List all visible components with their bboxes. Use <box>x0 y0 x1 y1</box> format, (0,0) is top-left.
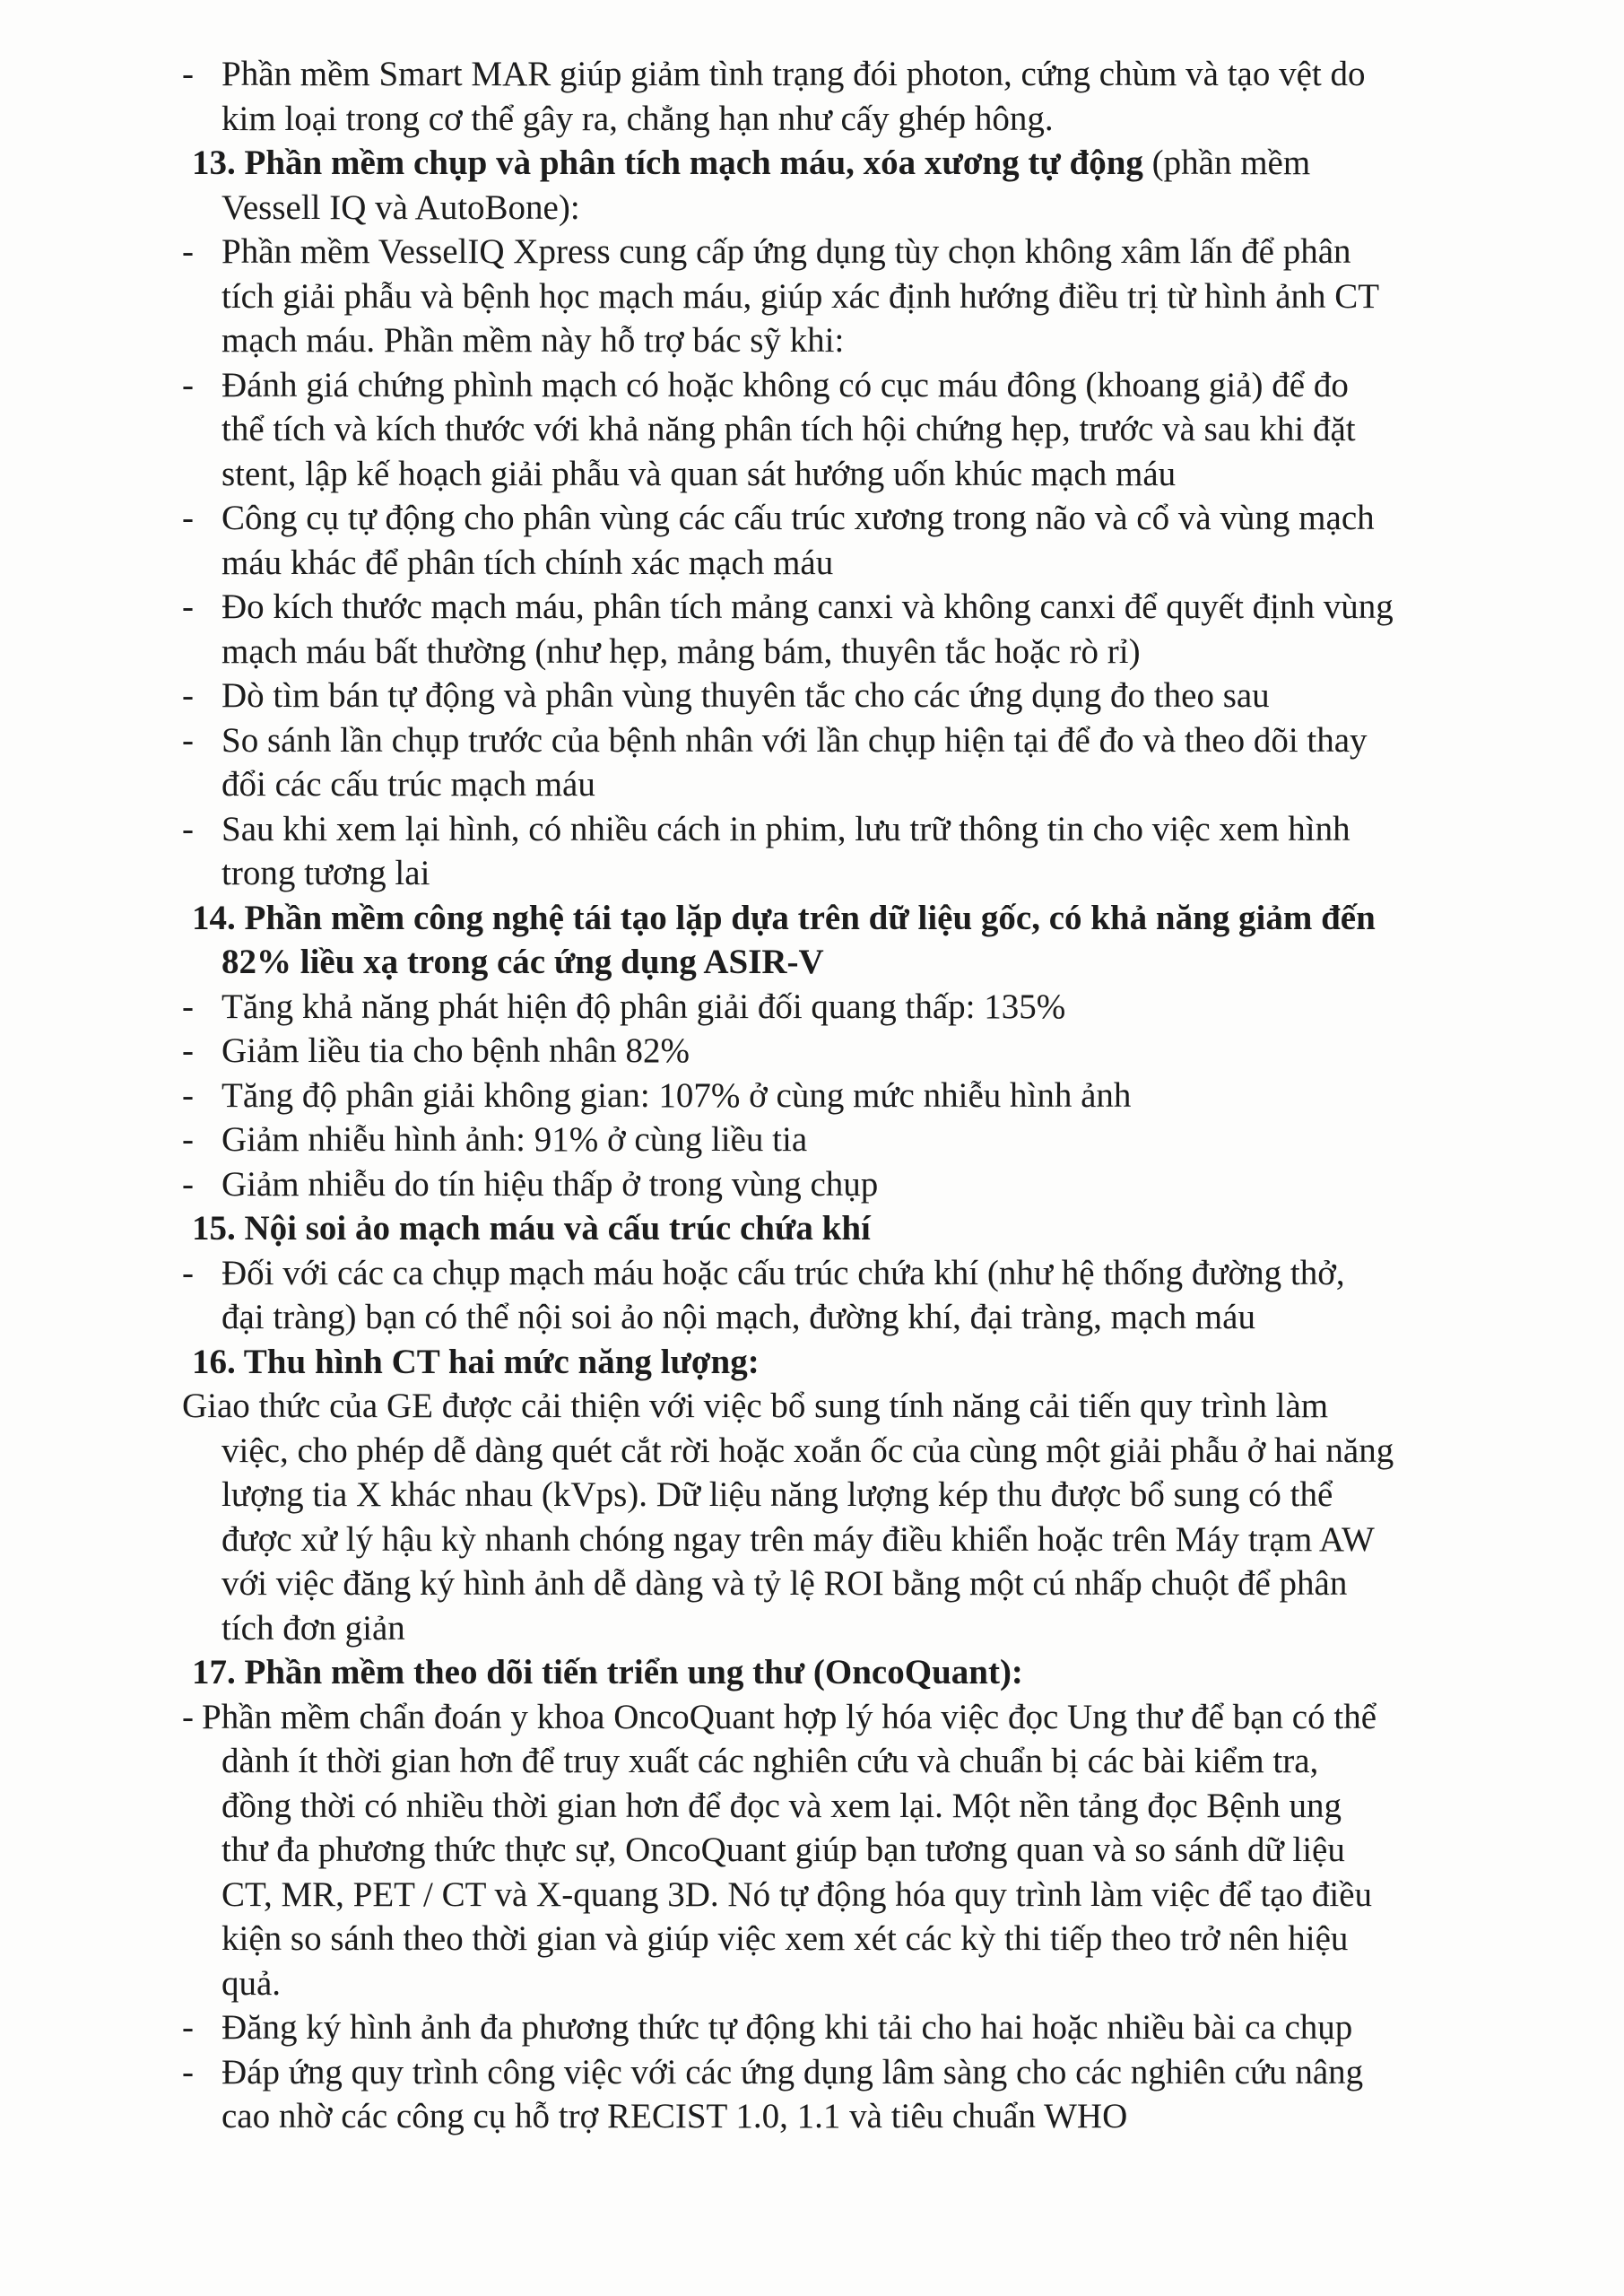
bullet-dash-icon: - <box>182 1031 194 1070</box>
bullet-text: mạch máu. Phần mềm này hỗ trợ bác sỹ khi: <box>221 321 845 360</box>
bullet-text: So sánh lần chụp trước của bệnh nhân với lần chụp hiện tại để đo và theo dõi thay <box>221 720 1368 760</box>
bullet-text: Giảm liều tia cho bệnh nhân 82% <box>221 1031 690 1070</box>
bullet-item <box>182 230 1527 274</box>
bullet-continuation <box>182 407 1527 452</box>
paragraph-text: lượng tia X khác nhau (kVps). Dữ liệu năng lượng kép thu được bổ sung có thể <box>221 1475 1333 1514</box>
bullet-text: Phần mềm chẩn đoán y khoa OncoQuant hợp lý hóa việc đọc Ung thư để bạn có thể <box>202 1697 1377 1736</box>
bullet-item <box>182 674 1527 718</box>
heading-text: 14. Phần mềm công nghệ tái tạo lặp dựa trên dữ liệu gốc, có khả năng giảm đến <box>192 898 1376 937</box>
bullet-item <box>182 52 1527 97</box>
heading-note: (phần mềm <box>1142 144 1311 182</box>
bullet-text: Tăng độ phân giải không gian: 107% ở cùng mức nhiễu hình ảnh <box>221 1075 1132 1115</box>
heading-text: 17. Phần mềm theo dõi tiến triển ung thư (OncoQuant): <box>192 1653 1023 1692</box>
bullet-item <box>182 585 1527 630</box>
bullet-text: Tăng khả năng phát hiện độ phân giải đối quang thấp: 135% <box>221 987 1066 1026</box>
bullet-item <box>182 1695 1527 1740</box>
bullet-text: máu khác để phân tích chính xác mạch máu <box>221 543 834 582</box>
bullet-dash-icon: - <box>182 676 194 715</box>
paragraph-continuation <box>182 1473 1527 1518</box>
bullet-item <box>182 1162 1527 1207</box>
bullet-dash-icon: - <box>182 365 194 404</box>
bullet-continuation <box>182 1828 1527 1873</box>
bullet-text: Giảm nhiễu hình ảnh: 91% ở cùng liều tia <box>221 1120 808 1159</box>
bullet-text: Công cụ tự động cho phân vùng các cấu trúc xương trong não và cổ và vùng mạch <box>221 499 1375 537</box>
bullet-text: trong tương lai <box>221 854 430 892</box>
document-body <box>182 52 1527 2139</box>
heading-text: 16. Thu hình CT hai mức năng lượng: <box>192 1342 760 1381</box>
bullet-text: mạch máu bất thường (như hẹp, mảng bám, thuyên tắc hoặc rò rỉ) <box>221 631 1141 671</box>
bullet-text: đồng thời có nhiều thời gian hơn để đọc và xem lại. Một nền tảng đọc Bệnh ung <box>221 1786 1342 1825</box>
bullet-dash-icon: - <box>182 1697 194 1736</box>
bullet-dash-icon: - <box>182 987 194 1026</box>
bullet-item <box>182 363 1527 408</box>
bullet-text: thể tích và kích thước với khả năng phân tích hội chứng hẹp, trước và sau khi đặt <box>221 410 1356 448</box>
bullet-continuation <box>182 1917 1527 1961</box>
bullet-text: thư đa phương thức thực sự, OncoQuant giúp bạn tương quan và so sánh dữ liệu <box>221 1831 1345 1869</box>
bullet-text: Đo kích thước mạch máu, phân tích mảng canxi và không canxi để quyết định vùng <box>221 587 1394 626</box>
bullet-item <box>182 496 1527 541</box>
paragraph-text: Giao thức của GE được cải thiện với việc bổ sung tính năng cải tiến quy trình làm <box>182 1387 1329 1425</box>
bullet-text: kim loại trong cơ thể gây ra, chẳng hạn như cấy ghép hông. <box>221 99 1054 138</box>
bullet-continuation <box>182 541 1527 586</box>
bullet-item <box>182 1074 1527 1118</box>
bullet-dash-icon: - <box>182 1253 194 1292</box>
bullet-text: tích giải phẫu và bệnh học mạch máu, giúp xác định hướng điều trị từ hình ảnh CT <box>221 276 1380 316</box>
bullet-continuation <box>182 1784 1527 1829</box>
bullet-item <box>182 985 1527 1030</box>
bullet-text: Đáp ứng quy trình công việc với các ứng dụng lâm sàng cho các nghiên cứu nâng <box>221 2052 1364 2092</box>
bullet-continuation <box>182 318 1527 363</box>
section-heading <box>182 1206 1527 1251</box>
bullet-dash-icon: - <box>182 2008 194 2047</box>
bullet-text: kiện so sánh theo thời gian và giúp việc xem xét các kỳ thi tiếp theo trở nên hiệu <box>221 1919 1349 1958</box>
bullet-text: quả. <box>221 1963 282 2003</box>
bullet-item <box>182 1251 1527 1296</box>
paragraph-text: với việc đăng ký hình ảnh dễ dàng và tỷ lệ ROI bằng một cú nhấp chuột để phân <box>221 1564 1348 1603</box>
bullet-text: Phần mềm Smart MAR giúp giảm tình trạng đói photon, cứng chùm và tạo vệt do <box>221 55 1366 93</box>
section-heading <box>182 940 1527 985</box>
paragraph-text: tích đơn giản <box>221 1608 405 1648</box>
section-heading <box>182 1340 1527 1385</box>
paragraph-continuation <box>182 1429 1527 1474</box>
paragraph-continuation <box>182 1606 1527 1651</box>
section-heading <box>182 1650 1527 1695</box>
bullet-continuation <box>182 1873 1527 1918</box>
bullet-item <box>182 1118 1527 1162</box>
bullet-text: Đăng ký hình ảnh đa phương thức tự động khi tải cho hai hoặc nhiều bài ca chụp <box>221 2008 1353 2047</box>
bullet-item <box>182 1029 1527 1074</box>
paragraph-text: việc, cho phép dễ dàng quét cắt rời hoặc xoắn ốc của cùng một giải phẫu ở hai năng <box>221 1431 1394 1470</box>
bullet-continuation <box>182 1295 1527 1340</box>
bullet-continuation <box>182 452 1527 497</box>
bullet-text: dành ít thời gian hơn để truy xuất các nghiên cứu và chuẩn bị các bài kiểm tra, <box>221 1742 1319 1780</box>
bullet-item <box>182 718 1527 763</box>
bullet-dash-icon: - <box>182 1075 194 1115</box>
paragraph-line <box>182 1384 1527 1429</box>
bullet-dash-icon: - <box>182 1164 194 1204</box>
bullet-text: Sau khi xem lại hình, có nhiều cách in phim, lưu trữ thông tin cho việc xem hình <box>221 809 1350 848</box>
bullet-item <box>182 807 1527 852</box>
heading-text: 82% liều xạ trong các ứng dụng ASIR-V <box>221 943 824 981</box>
bullet-text: CT, MR, PET / CT và X-quang 3D. Nó tự động hóa quy trình làm việc để tạo điều <box>221 1874 1373 1914</box>
bullet-continuation <box>182 2094 1527 2139</box>
bullet-dash-icon: - <box>182 2052 194 2092</box>
bullet-text: Giảm nhiễu do tín hiệu thấp ở trong vùng chụp <box>221 1164 879 1204</box>
heading-text: 15. Nội soi ảo mạch máu và cấu trúc chứa khí <box>192 1209 871 1248</box>
bullet-text: cao nhờ các công cụ hỗ trợ RECIST 1.0, 1.1 và tiêu chuẩn WHO <box>221 2097 1128 2135</box>
bullet-text: Dò tìm bán tự động và phân vùng thuyên tắc cho các ứng dụng đo theo sau <box>221 676 1270 715</box>
bullet-dash-icon: - <box>182 1120 194 1159</box>
bullet-text: đại tràng) bạn có thể nội soi ảo nội mạch, đường khí, đại tràng, mạch máu <box>221 1298 1255 1336</box>
bullet-text: Phần mềm VesselIQ Xpress cung cấp ứng dụng tùy chọn không xâm lấn để phân <box>221 232 1351 271</box>
bullet-text: đổi các cấu trúc mạch máu <box>221 765 595 804</box>
bullet-continuation <box>182 1739 1527 1784</box>
bullet-text: Vessell IQ và AutoBone): <box>221 187 580 227</box>
bullet-dash-icon: - <box>182 232 194 271</box>
bullet-item <box>182 2050 1527 2095</box>
bullet-continuation <box>182 762 1527 807</box>
bullet-dash-icon: - <box>182 809 194 848</box>
bullet-dash-icon: - <box>182 720 194 760</box>
paragraph-continuation <box>182 1561 1527 1606</box>
paragraph-text: được xử lý hậu kỳ nhanh chóng ngay trên máy điều khiển hoặc trên Máy trạm AW <box>221 1519 1375 1559</box>
bullet-text: Đối với các ca chụp mạch máu hoặc cấu trúc chứa khí (như hệ thống đường thở, <box>221 1253 1345 1292</box>
bullet-dash-icon: - <box>182 499 194 537</box>
bullet-dash-icon: - <box>182 55 194 93</box>
bullet-continuation <box>182 274 1527 319</box>
bullet-text: Đánh giá chứng phình mạch có hoặc không có cục máu đông (khoang giả) để đo <box>221 365 1349 404</box>
bullet-continuation <box>182 851 1527 896</box>
bullet-item <box>182 2005 1527 2050</box>
bullet-continuation <box>182 1961 1527 2006</box>
bullet-dash-icon: - <box>182 587 194 626</box>
bullet-continuation <box>182 186 1527 230</box>
bullet-continuation <box>182 97 1527 142</box>
bullet-text: stent, lập kế hoạch giải phẫu và quan sát hướng uốn khúc mạch máu <box>221 454 1177 493</box>
bullet-continuation <box>182 630 1527 674</box>
heading-text: 13. Phần mềm chụp và phân tích mạch máu, xóa xương tự động <box>192 144 1143 182</box>
paragraph-continuation <box>182 1518 1527 1562</box>
section-heading <box>182 896 1527 941</box>
section-heading <box>182 141 1527 186</box>
